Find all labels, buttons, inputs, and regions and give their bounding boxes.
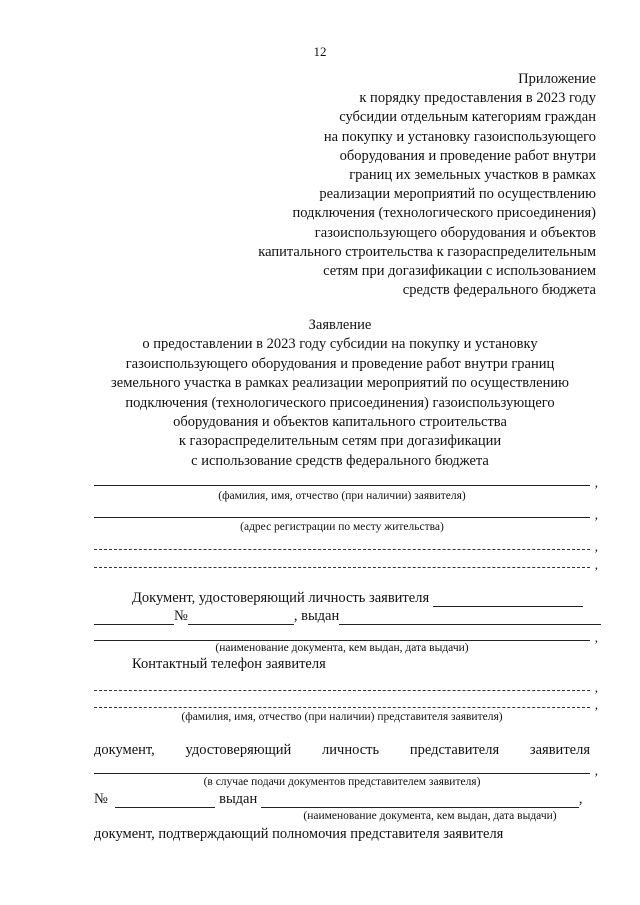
comma: , xyxy=(594,557,598,572)
heading-line: газоиспользующего оборудования и проведение работ внутри границ xyxy=(125,355,555,372)
heading-line: подключения (технологического присоединения) газоиспользующего xyxy=(125,394,555,411)
comma: , xyxy=(594,539,598,554)
representative-name-field[interactable] xyxy=(94,694,600,710)
appendix-line: границ их земельных участков в рамках xyxy=(349,167,596,184)
appendix-line: Приложение xyxy=(518,71,596,87)
rep-identity-word: заявителя xyxy=(529,742,590,758)
rep-identity-word: личность xyxy=(322,742,380,758)
appendix-line: газоиспользующего оборудования и объектов xyxy=(314,224,596,241)
heading-line: оборудования и объектов капитального строительства xyxy=(173,414,507,431)
address-field-1[interactable] xyxy=(94,504,600,520)
identity-doc-row xyxy=(132,590,583,607)
comma: , xyxy=(594,763,598,778)
caption-rep-doc-details: (наименование документа, кем выдан, дата выдачи) xyxy=(303,810,557,822)
document-heading xyxy=(70,316,610,471)
appendix-line: сетям при догазификации с использованием xyxy=(323,263,596,280)
page-number: 12 xyxy=(313,44,327,59)
doc-number-field[interactable] xyxy=(188,610,294,625)
issued-label: , выдан xyxy=(293,608,340,624)
comma: , xyxy=(594,475,598,490)
identity-number-row xyxy=(94,608,601,625)
appendix-line: к порядку предоставления в 2023 году xyxy=(359,90,596,107)
address-field-3[interactable] xyxy=(94,554,600,570)
appendix-line: субсидии отдельным категориям граждан xyxy=(339,109,596,126)
rep-number-sign: № xyxy=(94,791,108,807)
caption-representative-name: (фамилия, имя, отчество (при наличии) представителя заявителя) xyxy=(181,711,503,723)
phone-field[interactable] xyxy=(94,677,600,693)
doc-series-field[interactable] xyxy=(94,610,174,625)
comma: , xyxy=(594,630,598,645)
phone-label: Контактный телефон заявителя xyxy=(132,656,326,672)
appendix-line: подключения (технологического присоединения) xyxy=(292,205,596,222)
identity-doc-details-field[interactable] xyxy=(94,627,600,643)
number-sign: № xyxy=(174,608,188,624)
identity-doc-field[interactable] xyxy=(433,592,583,607)
appendix-line: средств федерального бюджета xyxy=(402,282,596,299)
doc-issued-field[interactable] xyxy=(339,610,601,625)
rep-identity-row xyxy=(94,742,590,759)
rep-identity-field[interactable] xyxy=(94,760,600,776)
identity-doc-label: Документ, удостоверяющий личность заявителя xyxy=(132,590,430,606)
rep-identity-word: удостоверяющий xyxy=(185,742,292,758)
appendix-block xyxy=(176,70,596,300)
appendix-line: реализации мероприятий по осуществлению xyxy=(319,186,596,203)
rep-issued-label: выдан xyxy=(219,791,258,807)
rep-doc-number-field[interactable] xyxy=(115,793,215,808)
appendix-line: капитального строительства к газораспределительным xyxy=(258,243,596,260)
caption-rep-case: (в случае подачи документов представителем заявителя) xyxy=(203,776,481,788)
caption-address: (адрес регистрации по месту жительства) xyxy=(240,521,444,533)
appendix-line: оборудования и проведение работ внутри xyxy=(339,147,596,164)
heading-line: о предоставлении в 2023 году субсидии на покупку и установку xyxy=(142,336,538,353)
caption-doc-details: (наименование документа, кем выдан, дата выдачи) xyxy=(215,642,469,654)
rep-number-row xyxy=(94,791,583,808)
comma: , xyxy=(594,680,598,695)
comma: , xyxy=(594,697,598,712)
heading-line: земельного участка в рамках реализации мероприятий по осуществлению xyxy=(111,375,569,392)
caption-applicant-name: (фамилия, имя, отчество (при наличии) заявителя) xyxy=(218,490,466,502)
heading-line: с использование средств федерального бюджета xyxy=(191,452,489,469)
rep-doc-issued-field[interactable] xyxy=(261,793,579,808)
authority-doc-label: документ, подтверждающий полномочия представителя заявителя xyxy=(94,826,504,842)
appendix-line: на покупку и установку газоиспользующего xyxy=(323,128,596,145)
rep-identity-word: представителя xyxy=(409,742,500,758)
comma: , xyxy=(578,791,583,807)
heading-line: к газораспределительным сетям при догазификации xyxy=(178,433,502,450)
applicant-name-field[interactable] xyxy=(94,472,600,488)
address-field-2[interactable] xyxy=(94,536,600,552)
rep-identity-word: документ, xyxy=(94,742,155,758)
document-title: Заявление xyxy=(308,317,372,333)
comma: , xyxy=(594,507,598,522)
